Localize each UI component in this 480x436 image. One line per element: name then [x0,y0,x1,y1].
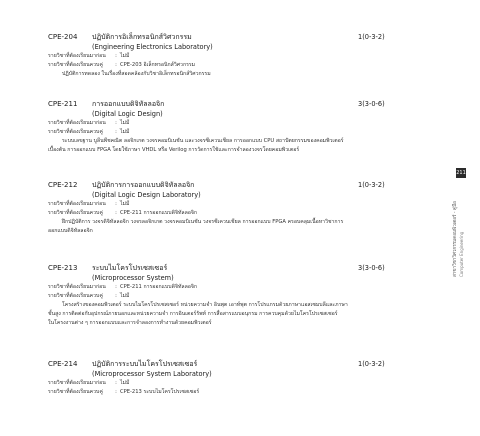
prerequisite-value: CPE-211 การออกแบบดิจิทัลลอจิก [120,284,198,290]
course-credits: 1(0-3-2) [358,33,385,41]
corequisite-label: รายวิชาที่ต้องเรียนควบคู่ [48,389,103,395]
corequisite-value: CPE-211 การออกแบบดิจิทัลลอจิก [120,210,198,216]
corequisite-line: รายวิชาที่ต้องเรียนควบคู่ : ไม่มี [48,293,130,299]
prerequisite-label: รายวิชาที่ต้องเรียนมาก่อน [48,284,106,290]
side-tab-text [452,182,466,277]
course-code: CPE-204 [48,33,78,41]
course-english-title: (Microprocessor System) [92,274,174,282]
prerequisite-line: รายวิชาที่ต้องเรียนมาก่อน : ไม่มี [48,120,130,126]
course-description: ในโครงงานต่าง ๆ การออกแบบและการจำลองการทำงานด้วยคอมพิวเตอร์ [48,320,212,326]
corequisite-label: รายวิชาที่ต้องเรียนควบคู่ [48,62,103,68]
side-tab-line1: สาขาวิชาวิศวกรรมคอมพิวเตอร์ - คู่มือ [453,201,458,277]
prerequisite-line: รายวิชาที่ต้องเรียนมาก่อน : ไม่มี [48,201,130,207]
course-description: ฝึกปฏิบัติการ วงจรดิจิทัลลอจิก วงจรลอจิกเกต วงจรคอมบิเนชัน วงจรซีเควนเชียล การออกแบบ FPGA ครอบคลุมเนื้อหาวิชาการ [62,219,344,225]
prerequisite-line: รายวิชาที่ต้องเรียนมาก่อน : CPE-211 การออกแบบดิจิทัลลอจิก [48,284,198,290]
prerequisite-label: รายวิชาที่ต้องเรียนมาก่อน [48,380,106,386]
course-english-title: (Engineering Electronics Laboratory) [92,43,213,51]
course-code: CPE-214 [48,360,78,368]
prerequisite-label: รายวิชาที่ต้องเรียนมาก่อน [48,120,106,126]
course-thai-title: ระบบไมโครโปรเซสเซอร์ [92,264,168,272]
corequisite-label: รายวิชาที่ต้องเรียนควบคู่ [48,293,103,299]
course-description: ปฏิบัติการทดลอง ในเรื่องที่สอดคล้องกับวิชาอิเล็กทรอนิกส์วิศวกรรม [62,71,211,77]
course-credits: 1(0-3-2) [358,181,385,189]
course-code: CPE-213 [48,264,78,272]
prerequisite-line: รายวิชาที่ต้องเรียนมาก่อน : ไม่มี [48,380,130,386]
prerequisite-value: ไม่มี [120,380,130,386]
corequisite-line: รายวิชาที่ต้องเรียนควบคู่ : ไม่มี [48,129,130,135]
corequisite-label: รายวิชาที่ต้องเรียนควบคู่ [48,129,103,135]
course-code: CPE-212 [48,181,78,189]
corequisite-value: CPE-213 ระบบไมโครโปรเซสเซอร์ [120,389,200,395]
prerequisite-label: รายวิชาที่ต้องเรียนมาก่อน [48,201,106,207]
side-tab [452,182,466,277]
course-english-title: (Digital Logic Design) [92,110,163,118]
prerequisite-line: รายวิชาที่ต้องเรียนมาก่อน : ไม่มี [48,53,130,59]
course-description: ระบบเลขฐาน บูลีนพีชคณิต ลอจิกเกต วงจรคอมบิเนชัน และวงจรซีเควนเชียล การออกแบบ CPU สถาปัตยกรรมของคอมพิวเตอร์ [62,138,344,144]
course-thai-title: ปฏิบัติการระบบไมโครโปรเซสเซอร์ [92,360,198,368]
course-description: ชั้นสูง การติดต่อกับอุปกรณ์ภายนอกและหน่วยความจำ การอินเตอร์รัพท์ การสื่อสารแบบอนุกรม การควบคุมด้วยไมโครโปรเซสเซอร์ [48,311,338,317]
course-description: ออกแบบดิจิทัลลอจิก [48,228,93,234]
course-code: CPE-211 [48,100,78,108]
prerequisite-value: ไม่มี [120,53,130,59]
course-description: เบื้องต้น การออกแบบ FPGA โดยใช้ภาษา VHDL หรือ Verilog การวัดการใช้และการจำลองวงจรโดยคอมพิวเตอร์ [48,147,300,153]
prerequisite-label: รายวิชาที่ต้องเรียนมาก่อน [48,53,106,59]
course-english-title: (Digital Logic Design Laboratory) [92,191,201,199]
corequisite-line: รายวิชาที่ต้องเรียนควบคู่ : CPE-203 อิเล็กทรอนิกส์วิศวกรรม [48,62,196,68]
course-credits: 3(3-0-6) [358,264,385,272]
side-tab-line2: Computer Engineering [459,231,464,277]
course-description: โครงสร้างของคอมพิวเตอร์ ระบบไมโครโปรเซสเซอร์ หน่วยความจำ อินพุต เอาท์พุต การโปรแกรมด้วยภาษาแอสเซมบลีและภาษา [62,302,348,308]
page-number-tab: 211 [456,170,466,176]
course-credits: 3(3-0-6) [358,100,385,108]
course-english-title: (Microprocessor System Laboratory) [92,370,212,378]
corequisite-line: รายวิชาที่ต้องเรียนควบคู่ : CPE-213 ระบบไมโครโปรเซสเซอร์ [48,389,200,395]
corequisite-line: รายวิชาที่ต้องเรียนควบคู่ : CPE-211 การออกแบบดิจิทัลลอจิก [48,210,198,216]
course-thai-title: ปฏิบัติการการออกแบบดิจิทัลลอจิก [92,181,195,189]
course-credits: 1(0-3-2) [358,360,385,368]
prerequisite-value: ไม่มี [120,201,130,207]
course-thai-title: การออกแบบดิจิทัลลอจิก [92,100,165,108]
corequisite-value: CPE-203 อิเล็กทรอนิกส์วิศวกรรม [120,62,196,68]
corequisite-label: รายวิชาที่ต้องเรียนควบคู่ [48,210,103,216]
course-thai-title: ปฏิบัติการอิเล็กทรอนิกส์วิศวกรรม [92,33,192,41]
corequisite-value: ไม่มี [120,129,130,135]
corequisite-value: ไม่มี [120,293,130,299]
prerequisite-value: ไม่มี [120,120,130,126]
